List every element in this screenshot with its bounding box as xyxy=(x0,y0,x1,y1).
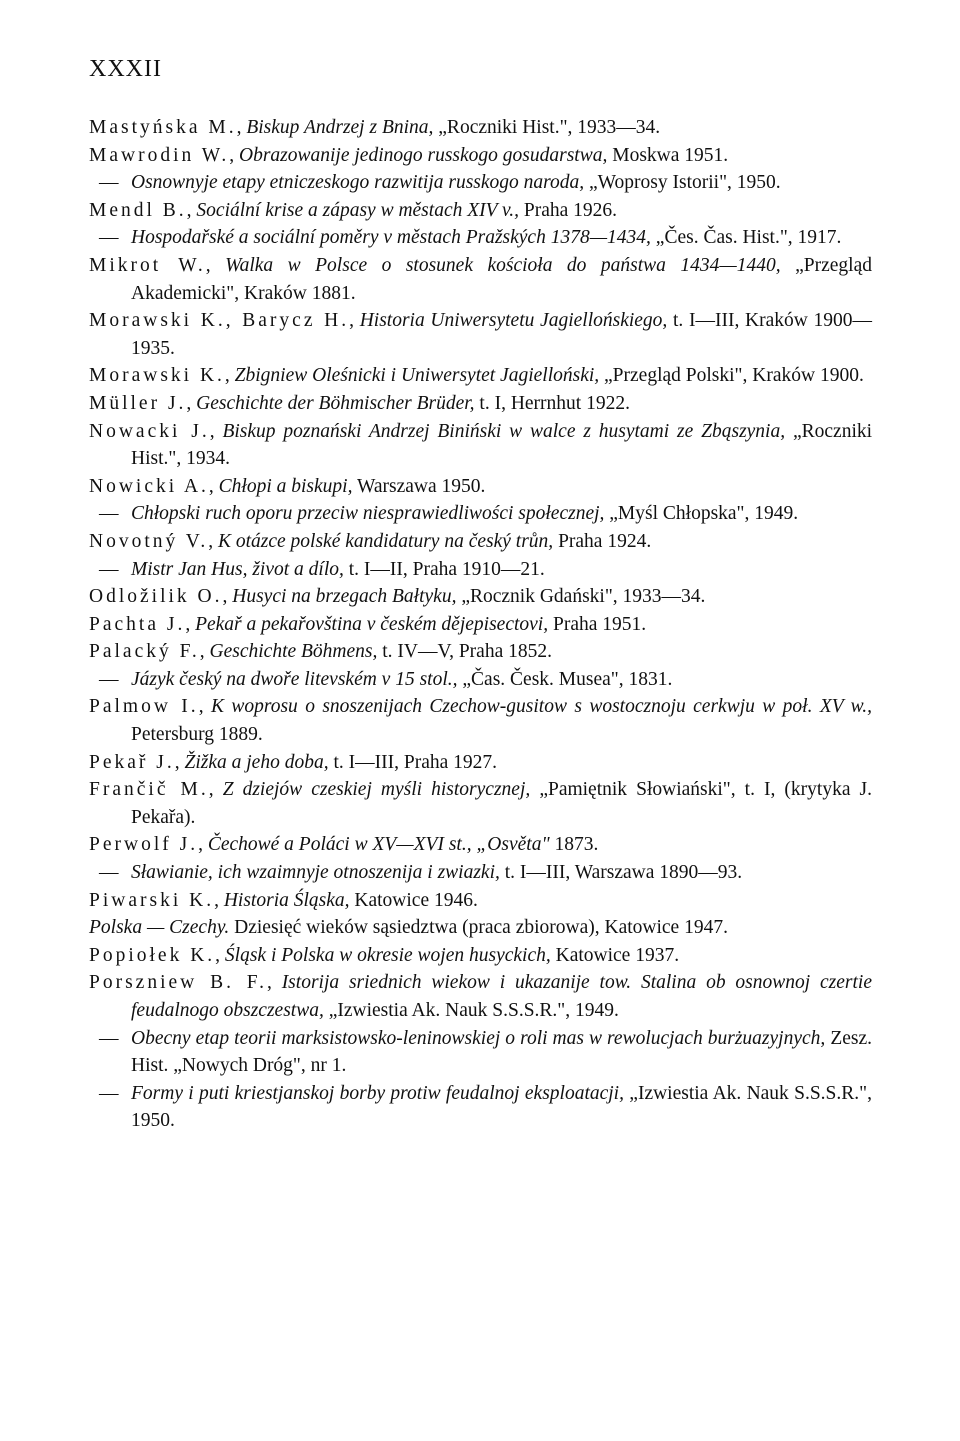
entry-dash: — xyxy=(99,668,119,690)
entry-title: Chłopski ruch oporu przeciw niesprawiedliwości społecznej, xyxy=(131,503,605,525)
entry-title: Husyci na brzegach Bałtyku, xyxy=(232,586,457,608)
entry-details: „Izwiestia Ak. Nauk S.S.S.R.", 1949. xyxy=(328,1000,619,1021)
bibliography-entry xyxy=(89,914,872,942)
entry-author: Palmow I. xyxy=(89,696,199,718)
entry-lead: Polska — Czechy. xyxy=(89,917,230,939)
bibliography-entry: Nowacki J., Biskup poznański Andrzej Biniński w walce z husytami ze Zbąszynia, „Roczniki Hist.", 1934. xyxy=(89,420,873,470)
entry-author: Odložilik O. xyxy=(89,586,223,608)
entry-title: Zbigniew Oleśnicki i Uniwersytet Jagielloński, xyxy=(234,365,600,387)
bibliography-entry: Morawski K., Zbigniew Oleśnicki i Uniwersytet Jagielloński, „Przegląd Polski", Kraków 1900. xyxy=(89,365,864,387)
entry-title: Biskup poznański Andrzej Biniński w walce z husytami ze Zbąszynia, xyxy=(222,420,786,442)
bibliography-entry: Pachta J., Pekař a pekařovština v českém dějepisectovi, Praha 1951. xyxy=(89,613,647,635)
bibliography-entry: Frančič M., Z dziejów czeskiej myśli historycznej, „Pamiętnik Słowiański", t. I, (krytyka J. Pekařa). xyxy=(89,779,873,828)
entry-title: Walka w Polsce o stosunek kościoła do państwa 1434—1440, xyxy=(225,254,781,276)
entry-details: „Roczniki Hist.", 1934. xyxy=(131,420,873,470)
entry-author: Piwarski K. xyxy=(89,889,215,911)
entry-title: Mistr Jan Hus, život a dílo, xyxy=(131,558,344,580)
entry-details: Zesz. Hist. „Nowych Dróg", nr 1. xyxy=(131,1027,872,1077)
bibliography-entry: Palmow I., K woprosu o snoszenijach Czechow-gusitow s wostocznoju cerkwju w poł. XV w., Petersburg 1889. xyxy=(89,696,872,746)
entry-title: Hospodařské a sociální poměry v městach Pražských 1378—1434, xyxy=(131,227,651,249)
entry-title: K woprosu o snoszenijach Czechow-gusitow s wostocznoju cerkwju w poł. XV w., xyxy=(210,696,872,718)
entry-details: t. I—III, Warszawa 1890—93. xyxy=(504,862,743,884)
entry-author: Mawrodin W. xyxy=(89,144,230,166)
entry-details: t. IV—V, Praha 1852. xyxy=(382,641,552,663)
entry-author: Pekař J. xyxy=(89,751,175,773)
bibliography-entry xyxy=(89,556,872,584)
entry-details: Katowice 1937. xyxy=(555,944,680,966)
bibliography-entry: Odložilik O., Husyci na brzegach Bałtyku, „Rocznik Gdański", 1933—34. xyxy=(89,586,706,608)
entry-title: Biskup Andrzej z Bnina, xyxy=(246,117,434,138)
entry-title: K otázce polské kandidatury na český trůn, xyxy=(217,530,554,552)
entry-title: Z dziejów czeskiej myśli historycznej, xyxy=(222,779,531,801)
entry-author: Morawski K. xyxy=(89,365,225,387)
entry-author: Mikrot W. xyxy=(89,254,206,276)
entry-details: „Čes. Čas. Hist.", 1917. xyxy=(655,227,842,249)
bibliography-entry xyxy=(89,859,872,887)
entry-author: Frančič M. xyxy=(89,779,209,801)
entry-author: Popiołek K. xyxy=(89,944,216,966)
entry-title: Geschichte der Böhmischer Brüder, xyxy=(196,392,475,414)
entry-title: Čechowé a Poláci w XV—XVI st., „Osvěta" xyxy=(207,834,550,856)
entry-details: Katowice 1946. xyxy=(354,889,478,911)
entry-dash: — xyxy=(99,558,119,580)
bibliography-entry: Popiołek K., Śląsk i Polska w okresie wojen husyckich, Katowice 1937. xyxy=(89,944,680,966)
bibliography-entry xyxy=(89,1025,872,1080)
bibliography-entry xyxy=(89,169,872,197)
bibliography-entry: Mendl B., Sociální krise a zápasy w městach XIV v., Praha 1926. xyxy=(89,199,618,221)
entry-dash: — xyxy=(99,227,119,249)
entry-author: Porszniew B. F. xyxy=(89,972,267,994)
entry-details: „Rocznik Gdański", 1933—34. xyxy=(461,586,706,608)
bibliography-entry: Morawski K., Barycz H., Historia Uniwersytetu Jagiellońskiego, t. I—III, Kraków 1900—1935. xyxy=(89,310,872,359)
entry-author: Mastyńska M. xyxy=(89,117,237,138)
entry-title: Obrazowanije jedinogo russkogo gosudarstwa, xyxy=(239,144,608,166)
bibliography-entry: Mawrodin W., Obrazowanije jedinogo russkogo gosudarstwa, Moskwa 1951. xyxy=(89,144,729,166)
entry-author: Perwolf J. xyxy=(89,834,199,856)
entry-author: Pachta J. xyxy=(89,613,186,635)
entry-author: Novotný V. xyxy=(89,530,209,552)
entry-title: Geschichte Böhmens, xyxy=(209,641,378,663)
entry-details: t. I—III, Praha 1927. xyxy=(333,751,498,773)
bibliography-entry xyxy=(89,666,872,694)
entry-author: Morawski K., Barycz H. xyxy=(89,310,350,332)
bibliography-entry: Pekař J., Žižka a jeho doba, t. I—III, Praha 1927. xyxy=(89,751,498,773)
bibliography-entry: Müller J., Geschichte der Böhmischer Brüder, t. I, Herrnhut 1922. xyxy=(89,392,630,414)
entry-title: Historia Śląska, xyxy=(223,889,350,911)
entry-author: Müller J. xyxy=(89,392,187,414)
entry-dash: — xyxy=(99,1027,119,1049)
bibliography-entry: Palacký F., Geschichte Böhmens, t. IV—V, Praha 1852. xyxy=(89,641,552,663)
entry-details: 1873. xyxy=(554,834,599,856)
entry-details: Praha 1926. xyxy=(523,199,618,221)
entry-title: Chłopi a biskupi, xyxy=(218,475,353,497)
entry-title: Žižka a jeho doba, xyxy=(184,751,329,773)
entry-dash: — xyxy=(99,172,119,194)
entry-details: „Myśl Chłopska", 1949. xyxy=(609,503,799,525)
entry-author: Palacký F. xyxy=(89,641,200,663)
entry-details: „Pamiętnik Słowiański", t. I, (krytyka J. Pekařa). xyxy=(131,779,873,828)
bibliography-entry: Mastyńska M., Biskup Andrzej z Bnina, „Roczniki Hist.", 1933—34. xyxy=(89,117,661,138)
entry-details: Dziesięć wieków sąsiedztwa (praca zbiorowa), Katowice 1947. xyxy=(234,917,728,939)
entry-dash: — xyxy=(99,862,119,884)
entry-title: Istorija sriednich wiekow i ukazanije tow. Stalina ob osnownoj czertie feudalnogo obszczestwa, xyxy=(131,972,872,1021)
entry-title: Pekař a pekařovština v českém dějepisectovi, xyxy=(195,613,549,635)
entry-details: Moskwa 1951. xyxy=(612,144,729,166)
entry-details: Petersburg 1889. xyxy=(131,724,263,746)
bibliography-entry xyxy=(89,1080,872,1135)
bibliography-entry: Porszniew B. F., Istorija sriednich wiekow i ukazanije tow. Stalina ob osnownoj czertie feudalnogo obszczestwa, „Izwiestia Ak. Nauk S.S.S.R.", 1949. xyxy=(89,972,872,1021)
entry-title: Osnownyje etapy etniczeskogo razwitija russkogo naroda, xyxy=(131,172,585,194)
entry-title: Obecny etap teorii marksistowsko-leninowskiej o roli mas w rewolucjach burżuazyjnych, xyxy=(131,1027,826,1049)
entry-title: Sławianie, ich wzaimnyje otnoszenija i zwiazki, xyxy=(131,862,500,884)
bibliography-entry: Nowicki A., Chłopi a biskupi, Warszawa 1950. xyxy=(89,475,486,497)
bibliography-entry: Perwolf J., Čechowé a Poláci w XV—XVI st., „Osvěta" 1873. xyxy=(89,834,599,856)
entry-details: Praha 1924. xyxy=(558,530,652,552)
entry-details: t. I—III, Kraków 1900—1935. xyxy=(131,310,872,359)
entry-details: t. I—II, Praha 1910—21. xyxy=(348,558,545,580)
entry-title: Sociální krise a zápasy w městach XIV v., xyxy=(196,199,520,221)
entry-details: „Čas. Česk. Musea", 1831. xyxy=(462,668,673,690)
entry-details: „Przegląd Akademicki", Kraków 1881. xyxy=(131,254,872,304)
entry-title: Jázyk český na dwoře litevském v 15 stol., xyxy=(131,668,458,690)
entry-author: Nowicki A. xyxy=(89,475,209,497)
page-number: XXXII xyxy=(89,56,162,82)
entry-title: Śląsk i Polska w okresie wojen husyckich, xyxy=(224,944,551,966)
entry-details: Praha 1951. xyxy=(552,613,647,635)
entry-dash: — xyxy=(99,503,119,525)
entry-details: „Roczniki Hist.", 1933—34. xyxy=(438,117,661,138)
entry-details: „Przegląd Polski", Kraków 1900. xyxy=(604,365,864,387)
entry-details: Warszawa 1950. xyxy=(357,475,486,497)
entry-title: Historia Uniwersytetu Jagiellońskiego, xyxy=(359,310,668,332)
bibliography-entry: Mikrot W., Walka w Polsce o stosunek kościoła do państwa 1434—1440, „Przegląd Akademicki", Kraków 1881. xyxy=(89,254,872,304)
bibliography-entry: Novotný V., K otázce polské kandidatury na český trůn, Praha 1924. xyxy=(89,530,652,552)
entry-details: „Izwiestia Ak. Nauk S.S.S.R.", 1950. xyxy=(131,1082,872,1132)
bibliography-entry: Piwarski K., Historia Śląska, Katowice 1946. xyxy=(89,889,478,911)
entry-details: „Woprosy Istorii", 1950. xyxy=(589,172,781,194)
entry-author: Nowacki J. xyxy=(89,420,210,442)
entry-details: t. I, Herrnhut 1922. xyxy=(479,392,630,414)
entry-dash: — xyxy=(99,1082,119,1104)
entry-author: Mendl B. xyxy=(89,199,187,221)
bibliography-entry xyxy=(89,224,872,252)
bibliography-entry xyxy=(89,500,872,528)
bibliography-list xyxy=(89,114,872,1135)
entry-title: Formy i puti kriestjanskoj borby protiw feudalnoj eksploatacji, xyxy=(131,1082,624,1104)
